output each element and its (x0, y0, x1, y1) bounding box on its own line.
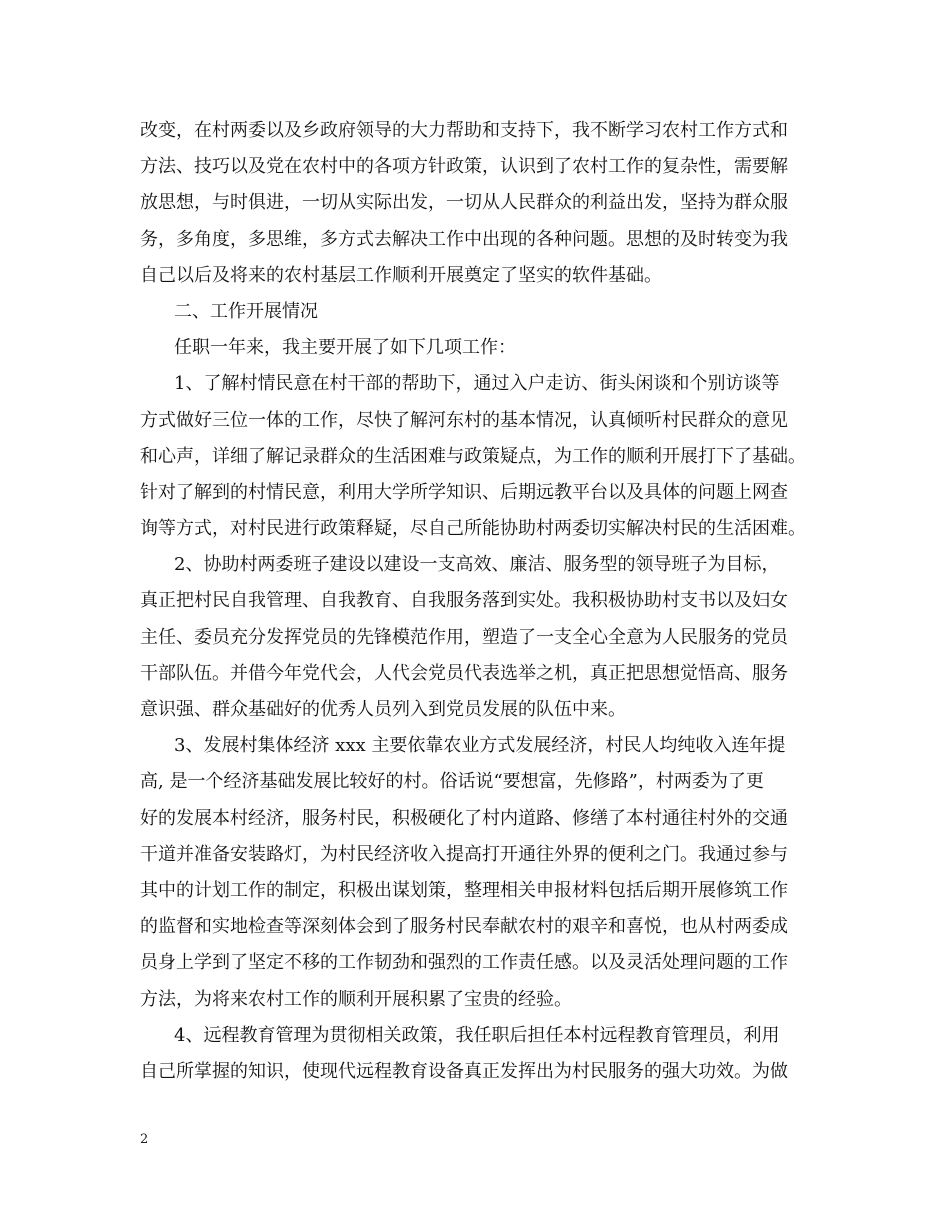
page-number: 2 (140, 1132, 149, 1147)
text-line: 二、工作开展情况 (174, 300, 318, 322)
text-line: 好的发展本村经济，服务村民，积极硬化了村内道路、修缮了本村通往村外的交通 (140, 807, 788, 829)
text-line: 主任、委员充分发挥党员的先锋模范作用，塑造了一支全心全意为人民服务的党员 (140, 626, 788, 648)
document-body (140, 113, 810, 1090)
text-line: 自己以后及将来的农村基层工作顺利开展奠定了坚实的软件基础。 (140, 264, 662, 286)
text-line: 放思想，与时俱进，一切从实际出发，一切从人民群众的利益出发，坚持为群众服 (140, 192, 788, 214)
text-line: 3、发展村集体经济 xxx 主要依靠农业方式发展经济，村民人均纯收入连年提 (174, 735, 786, 757)
text-line: 任职一年来，我主要开展了如下几项工作： (174, 337, 516, 359)
text-line: 员身上学到了坚定不移的工作韧劲和强烈的工作责任感。以及灵活处理问题的工作 (140, 952, 788, 974)
text-line: 高, 是一个经济基础发展比较好的村。俗话说“要想富，先修路”，村两委为了更 (140, 771, 764, 793)
text-line: 真正把村民自我管理、自我教育、自我服务落到实处。我积极协助村支书以及妇女 (140, 590, 788, 612)
text-line: 干道并准备安装路灯，为村民经济收入提高打开通往外界的便利之门。我通过参与 (140, 843, 788, 865)
text-line: 和心声，详细了解记录群众的生活困难与政策疑点，为工作的顺利开展打下了基础。 (140, 445, 806, 467)
text-line: 改变，在村两委以及乡政府领导的大力帮助和支持下，我不断学习农村工作方式和 (140, 120, 788, 141)
text-line: 4、远程教育管理为贯彻相关政策，我任职后担任本村远程教育管理员，利用 (174, 1024, 780, 1046)
text-line: 1、了解村情民意在村干部的帮助下，通过入户走访、街头闲谈和个别访谈等 (174, 373, 780, 395)
text-line: 干部队伍。并借今年党代会，人代会党员代表选举之机，真正把思想觉悟高、服务 (140, 662, 788, 684)
text-line: 方法，为将来农村工作的顺利开展积累了宝贵的经验。 (140, 988, 572, 1010)
text-line: 意识强、群众基础好的优秀人员列入到党员发展的队伍中来。 (140, 699, 626, 720)
text-line: 方式做好三位一体的工作，尽快了解河东村的基本情况，认真倾听村民群众的意见 (140, 409, 788, 431)
text-line: 询等方式，对村民进行政策释疑，尽自己所能协助村两委切实解决村民的生活困难。 (140, 518, 806, 540)
text-line: 针对了解到的村情民意，利用大学所学知识、后期远教平台以及具体的问题上网查 (140, 481, 788, 503)
text-line: 务，多角度，多思维，多方式去解决工作中出现的各种问题。思想的及时转变为我 (140, 228, 788, 250)
text-line: 的监督和实地检查等深刻体会到了服务村民奉献农村的艰辛和喜悦，也从村两委成 (140, 916, 788, 938)
text-line: 其中的计划工作的制定，积极出谋划策，整理相关申报材料包括后期开展修筑工作 (140, 879, 788, 901)
text-line: 2、协助村两委班子建设以建设一支高效、廉洁、服务型的领导班子为目标， (174, 554, 780, 576)
text-line: 自己所掌握的知识，使现代远程教育设备真正发挥出为村民服务的强大功效。为做 (140, 1060, 788, 1082)
text-line: 方法、技巧以及党在农村中的各项方针政策，认识到了农村工作的复杂性，需要解 (140, 156, 788, 178)
